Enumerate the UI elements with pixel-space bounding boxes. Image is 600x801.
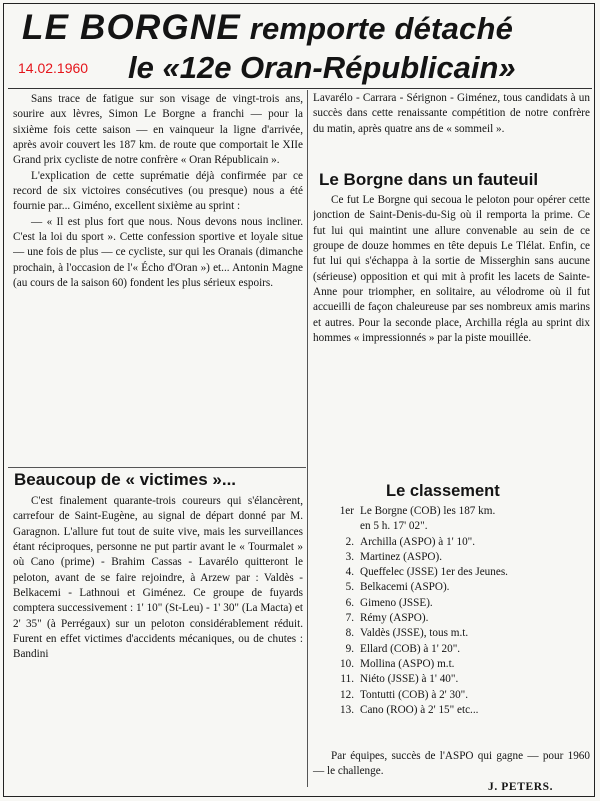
rank-text: Mollina (ASPO) m.t.	[360, 657, 455, 670]
rank-number: 10.	[340, 657, 354, 670]
list-item	[320, 688, 590, 703]
headline	[22, 8, 590, 48]
section-rule	[8, 467, 306, 468]
list-item	[320, 580, 590, 595]
classement-list	[320, 504, 590, 718]
victimes-paragraph: C'est finalement quarante-trois coureurs qui s'élancèrent, carrefour de Saint-Eugène, au signal de départ donné par M. Garagnon. L'allure fut tout de suite vive, mais les surveillances étant réciproques, personne ne put partir avant le « Tourmalet » où Cano (prime) - Brahim Cassas - Lavarélo quitteront le peloton, avant de se faire rejoindre, à Arzew par : Valdès - Belkacemi - Lathnoui et Giménez. Ce groupe de fuyards comptera successivement : 1' 10" (St-Leu) - 1' 30" (La Macta) et 2' 35" (à Perrégaux) sur un peloton considérablement réduit. Furent en effet victimes d'accidents mécaniques, ou de chutes : Bandini	[13, 495, 303, 661]
fauteuil-paragraph: Ce fut Le Borgne qui secoua le peloton pour opérer cette jonction de Saint-Denis-du-Sig où il remporta la prime. Ce fut lui qui maintint une allure convenable au sein de ce groupe de douze hommes en tête depuis Le Tlélat. Enfin, ce fut lui qui s'échappa à la sortie de Misserghin sans aucune (sérieuse) opposition et qui mit à profit les lacets de Sainte-Anne pour triompher, en solitaire, au vélodrome où il fut accueilli de façon chaleureuse par ses nombreux amis marins et autres. Pour la seconde place, Archilla régla au sprint dix hommes « impressionnés » par la piste mouillée.	[313, 194, 590, 345]
rank-number: 3.	[345, 550, 354, 563]
list-item	[320, 519, 590, 534]
victimes-heading: Beaucoup de « victimes »...	[14, 470, 237, 489]
list-item	[320, 535, 590, 550]
continuation-paragraph: Lavarélo - Carrara - Sérignon - Giménez, tous candidats à un succès dans cette renaissante compétition de notre confrère du matin, après quatre ans de « sommeil ».	[313, 92, 590, 135]
rank-number: 7.	[345, 612, 354, 625]
list-item	[320, 504, 590, 519]
list-item	[320, 672, 590, 687]
rank-number: 4.	[345, 566, 354, 579]
rank-number: 9.	[345, 642, 354, 655]
left-column-intro	[13, 92, 303, 465]
rank-text: Tontutti (COB) à 2' 30".	[360, 688, 469, 701]
column-divider	[307, 90, 308, 787]
rank-number: 2.	[345, 535, 354, 548]
headline-name: LE BORGNE	[22, 8, 241, 47]
rank-text: Belkacemi (ASPO).	[360, 581, 450, 594]
rank-text: Niéto (JSSE) à 1' 40".	[360, 673, 459, 686]
list-item	[320, 565, 590, 580]
list-item	[320, 642, 590, 657]
rank-text: Ellard (COB) à 1' 20".	[360, 642, 461, 655]
rank-number: 1er	[339, 505, 354, 517]
headline-rule	[8, 88, 592, 89]
rank-text: en 5 h. 17' 02".	[360, 520, 428, 533]
list-item	[320, 703, 590, 718]
rank-text: Cano (ROO) à 2' 15" etc...	[360, 703, 479, 716]
list-item	[320, 550, 590, 565]
rank-number: 11.	[340, 673, 354, 686]
fauteuil-heading: Le Borgne dans un fauteuil	[319, 170, 539, 189]
list-item	[320, 596, 590, 611]
intro-paragraph: Sans trace de fatigue sur son visage de vingt-trois ans, sourire aux lèvres, Simon Le Borgne a franchi — pour la sixième fois cette saison — en vainqueur la ligne d'arrivée, après avoir couvert les 187 km. de route que comportait le XIIe Grand prix cycliste de notre confrère « Oran Républicain ».	[13, 93, 303, 167]
team-result-text: Par équipes, succès de l'ASPO qui gagne — pour 1960 — le challenge.	[313, 750, 590, 778]
rank-number: 5.	[345, 581, 354, 594]
rank-text: Queffelec (JSSE) 1er des Jeunes.	[360, 566, 508, 579]
rank-text: Rémy (ASPO).	[360, 612, 429, 625]
rank-text: Valdès (JSSE), tous m.t.	[360, 627, 469, 640]
rank-number: 8.	[345, 627, 354, 640]
list-item	[320, 611, 590, 626]
date-stamp: 14.02.1960	[18, 60, 89, 76]
rank-number: 12.	[340, 688, 354, 701]
team-result	[313, 749, 590, 780]
intro-paragraph: L'explication de cette suprématie déjà confirmée par ce record de six victoires consécutives (ou presque) nous a été fournie par... Giméno, excellent sixième au sprint :	[13, 169, 303, 213]
right-column-continuation	[313, 91, 590, 167]
victimes-section	[13, 494, 303, 792]
headline-line-2: le «12e Oran-Républicain»	[128, 50, 516, 85]
list-item	[320, 657, 590, 672]
author-signature: J. PETERS.	[488, 781, 554, 793]
fauteuil-section	[313, 193, 590, 474]
rank-text: Archilla (ASPO) à 1' 10".	[360, 535, 476, 548]
headline-rest: remporte détaché	[249, 11, 514, 46]
rank-text: Gimeno (JSSE).	[360, 596, 433, 609]
rank-text: Martinez (ASPO).	[360, 550, 443, 563]
rank-number: 6.	[345, 596, 354, 609]
list-item	[320, 626, 590, 641]
intro-paragraph: — « Il est plus fort que nous. Nous devons nous incliner. C'est la loi du sport ». Cette confession sportive et loyale situe — une fois de plus — ce cycliste, sur qui les Oranais (dimanche prochain, à l'occasion de l'« Écho d'Oran ») et... Antonin Magne (au cours de la saison 60) fondent les plus sérieux espoirs.	[13, 215, 303, 290]
classement-heading: Le classement	[386, 482, 500, 500]
rank-text: Le Borgne (COB) les 187 km.	[360, 505, 496, 517]
rank-number: 13.	[340, 703, 354, 716]
